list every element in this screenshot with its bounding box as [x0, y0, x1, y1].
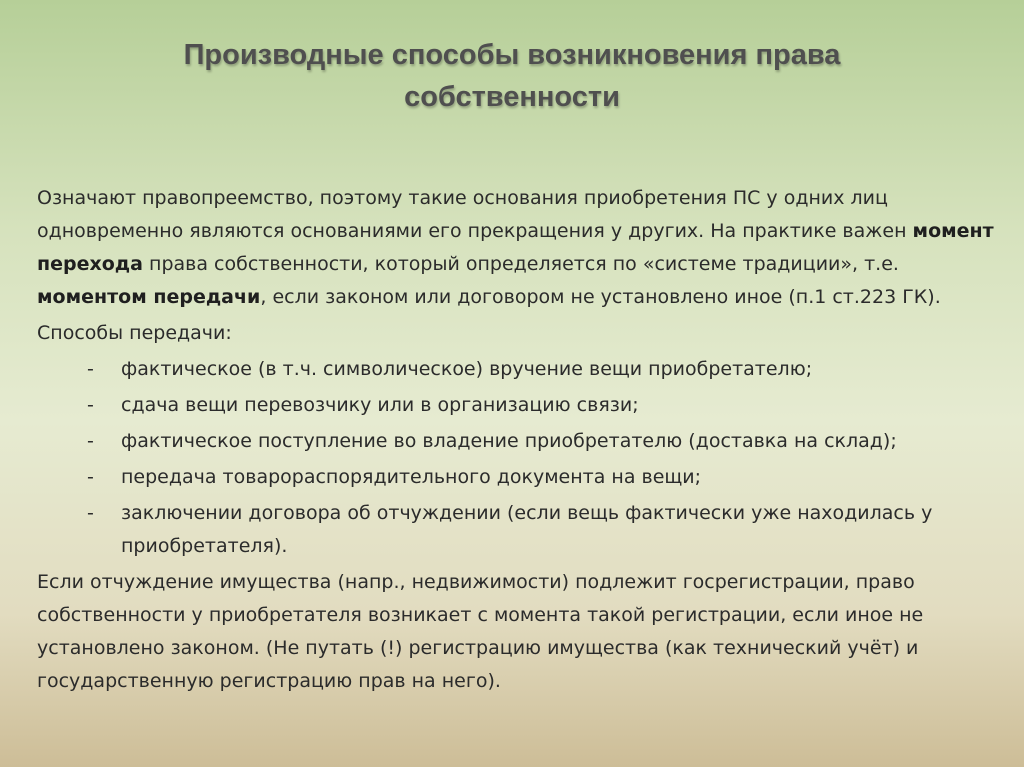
slide-title [60, 34, 964, 118]
dash-bullet: - [87, 466, 94, 488]
intro-text-3: , если законом или договором не установлено иное (п.1 ст.223 ГК). [260, 286, 941, 308]
list-item-text: заключении договора об отчуждении (если вещь фактически уже находилась у приобретателя). [121, 502, 933, 557]
registration-paragraph: Если отчуждение имущества (напр., недвижимости) подлежит госрегистрации, право собственности у приобретателя возникает с момента такой регистрации, если иное не установлено законом. (Не путать (!) регистрацию имущества (как технический учёт) и государственную регистрацию прав на него). [37, 571, 924, 692]
list-item-text: фактическое (в т.ч. символическое) вручение вещи приобретателю; [121, 358, 813, 380]
list-item [37, 497, 997, 563]
intro-bold-2: моментом передачи [37, 286, 261, 308]
dash-bullet: - [87, 430, 94, 452]
intro-text-2: права собственности, который определяется по «системе традиции», т.е. [142, 253, 899, 275]
methods-heading: Способы передачи: [37, 322, 232, 344]
intro-bold-1: момент перехода [37, 220, 994, 275]
list-item-text: сдача вещи перевозчику или в организацию связи; [121, 394, 639, 416]
slide-body [37, 182, 997, 701]
list-item-text: фактическое поступление во владение приобретателю (доставка на склад); [121, 430, 897, 452]
intro-text-1: Означают правопреемство, поэтому такие основания приобретения ПС у одних лиц одновременно являются основаниями его прекращения у других. На практике важен [37, 187, 913, 242]
title-line-2: собственности [404, 81, 620, 113]
title-line-1: Производные способы возникновения права [183, 39, 841, 71]
intro-paragraph [37, 182, 997, 314]
list-item-text: передача товарораспорядительного документа на вещи; [121, 466, 702, 488]
dash-bullet: - [87, 502, 94, 524]
dash-bullet: - [87, 394, 94, 416]
dash-bullet: - [87, 358, 94, 380]
list-item [37, 461, 997, 494]
list-item [37, 353, 997, 386]
methods-list [37, 353, 997, 563]
list-item [37, 425, 997, 458]
list-item [37, 389, 997, 422]
